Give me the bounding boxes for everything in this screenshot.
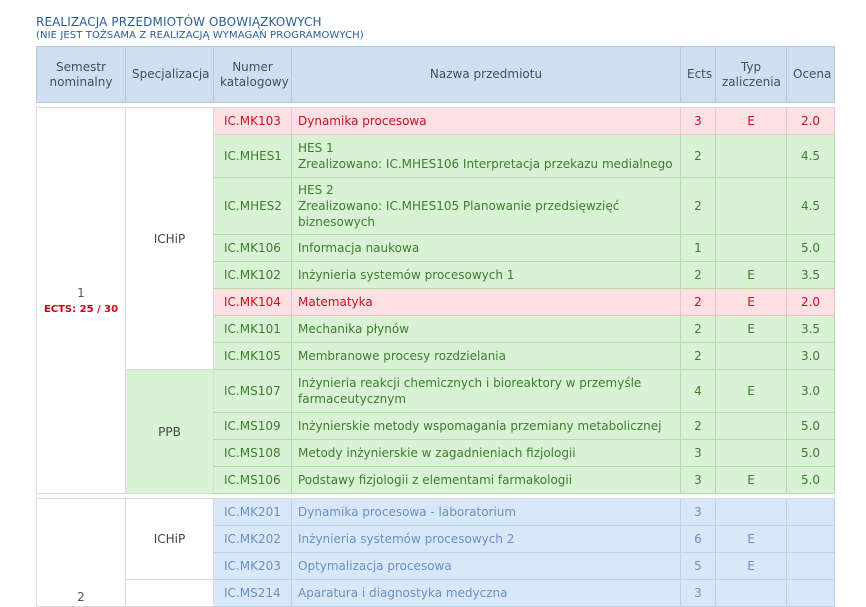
semester-number: 2 (77, 590, 85, 604)
course-ects: 2 (681, 262, 716, 289)
course-name: Inżynieria systemów procesowych 2 (292, 526, 681, 553)
course-grade: 2.0 (787, 108, 835, 135)
course-ects: 3 (681, 580, 716, 607)
course-type (716, 499, 787, 526)
course-type (716, 135, 787, 178)
course-ects: 1 (681, 235, 716, 262)
course-name: Matematyka (292, 289, 681, 316)
course-grade (787, 580, 835, 607)
semester-cell (37, 499, 126, 607)
course-realization: Zrealizowano: IC.MHES106 Interpretacja przekazu medialnego (298, 157, 673, 171)
course-grade: 4.5 (787, 178, 835, 235)
col-header-nazwa: Nazwa przedmiotu (292, 47, 681, 103)
course-ects: 4 (681, 370, 716, 413)
col-header-ects: Ects (681, 47, 716, 103)
course-grade: 3.0 (787, 343, 835, 370)
courses-table (36, 46, 835, 607)
course-name: Podstawy fizjologii z elementami farmakologii (292, 467, 681, 494)
semester-ects-summary: ECTS: 25 / 30 (43, 304, 119, 315)
course-name: Mechanika płynów (292, 316, 681, 343)
course-code: IC.MS109 (214, 413, 292, 440)
course-type (716, 440, 787, 467)
col-header-ocena: Ocena (787, 47, 835, 103)
course-ects: 2 (681, 343, 716, 370)
course-type: E (716, 526, 787, 553)
course-code: IC.MK106 (214, 235, 292, 262)
course-ects: 2 (681, 178, 716, 235)
course-grade: 5.0 (787, 440, 835, 467)
course-ects: 2 (681, 289, 716, 316)
course-ects: 3 (681, 467, 716, 494)
course-type (716, 580, 787, 607)
section-title: REALIZACJA PRZEDMIOTÓW OBOWIĄZKOWYCH (36, 15, 322, 29)
course-ects: 5 (681, 553, 716, 580)
course-name (292, 135, 681, 178)
specialization-cell: ICHiP (126, 499, 214, 580)
course-code: IC.MS108 (214, 440, 292, 467)
course-code: IC.MHES1 (214, 135, 292, 178)
course-code: IC.MK105 (214, 343, 292, 370)
course-name-main: HES 1 (298, 141, 334, 155)
course-name: Optymalizacja procesowa (292, 553, 681, 580)
course-grade: 4.5 (787, 135, 835, 178)
course-code: IC.MK203 (214, 553, 292, 580)
table-row[interactable] (37, 499, 835, 526)
section-heading (36, 14, 364, 41)
semester-number: 1 (77, 286, 85, 300)
course-ects: 2 (681, 413, 716, 440)
course-ects: 3 (681, 108, 716, 135)
col-header-typ: Typ zaliczenia (716, 47, 787, 103)
course-code: IC.MS106 (214, 467, 292, 494)
course-code: IC.MK201 (214, 499, 292, 526)
course-name: Membranowe procesy rozdzielania (292, 343, 681, 370)
specialization-cell: PPB (126, 370, 214, 494)
course-type: E (716, 289, 787, 316)
specialization-cell (126, 580, 214, 607)
course-type: E (716, 370, 787, 413)
course-ects: 3 (681, 440, 716, 467)
section-subtitle: (NIE JEST TOŻSAMA Z REALIZACJĄ WYMAGAŃ PROGRAMOWYCH) (36, 30, 364, 41)
course-type: E (716, 467, 787, 494)
table-row[interactable] (37, 108, 835, 135)
course-code: IC.MK202 (214, 526, 292, 553)
col-header-specjalizacja: Specjalizacja (126, 47, 214, 103)
course-name: Dynamika procesowa - laboratorium (292, 499, 681, 526)
course-code: IC.MS107 (214, 370, 292, 413)
course-ects: 6 (681, 526, 716, 553)
course-name-main: HES 2 (298, 183, 334, 197)
course-type (716, 235, 787, 262)
table-row[interactable] (37, 580, 835, 607)
course-code: IC.MK102 (214, 262, 292, 289)
course-realization: Zrealizowano: IC.MHES105 Planowanie przedsięwzięć biznesowych (298, 199, 620, 229)
specialization-cell: ICHiP (126, 108, 214, 370)
course-type (716, 178, 787, 235)
course-code: IC.MHES2 (214, 178, 292, 235)
course-name (292, 178, 681, 235)
course-code: IC.MS214 (214, 580, 292, 607)
course-name: Metody inżynierskie w zagadnieniach fizjologii (292, 440, 681, 467)
table-header-row (37, 47, 835, 103)
course-grade (787, 553, 835, 580)
course-name: Inżynieria systemów procesowych 1 (292, 262, 681, 289)
col-header-semestr: Semestr nominalny (37, 47, 126, 103)
course-name: Inżynieria reakcji chemicznych i bioreaktory w przemyśle farmaceutycznym (292, 370, 681, 413)
course-type: E (716, 262, 787, 289)
course-name: Inżynierskie metody wspomagania przemiany metabolicznej (292, 413, 681, 440)
course-name: Dynamika procesowa (292, 108, 681, 135)
course-ects: 3 (681, 499, 716, 526)
course-grade: 5.0 (787, 467, 835, 494)
course-ects: 2 (681, 316, 716, 343)
course-type: E (716, 108, 787, 135)
course-type: E (716, 553, 787, 580)
course-type (716, 413, 787, 440)
course-ects: 2 (681, 135, 716, 178)
table-row[interactable] (37, 370, 835, 413)
course-grade: 3.0 (787, 370, 835, 413)
course-code: IC.MK101 (214, 316, 292, 343)
col-header-numer: Numer katalogowy (214, 47, 292, 103)
course-grade (787, 499, 835, 526)
course-code: IC.MK103 (214, 108, 292, 135)
course-grade: 3.5 (787, 262, 835, 289)
course-grade: 5.0 (787, 235, 835, 262)
course-grade: 5.0 (787, 413, 835, 440)
course-code: IC.MK104 (214, 289, 292, 316)
course-grade: 2.0 (787, 289, 835, 316)
course-type (716, 343, 787, 370)
course-grade: 3.5 (787, 316, 835, 343)
semester-cell (37, 108, 126, 494)
course-grade (787, 526, 835, 553)
course-type: E (716, 316, 787, 343)
course-name: Aparatura i diagnostyka medyczna (292, 580, 681, 607)
course-name: Informacja naukowa (292, 235, 681, 262)
